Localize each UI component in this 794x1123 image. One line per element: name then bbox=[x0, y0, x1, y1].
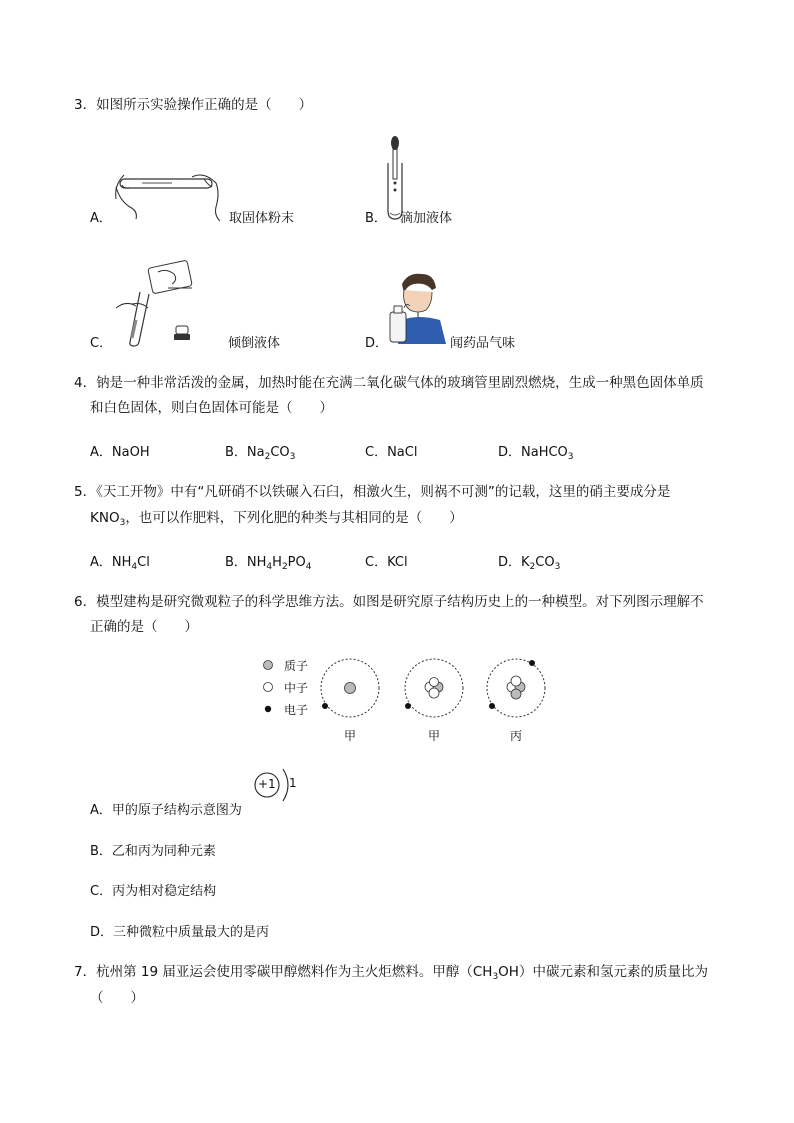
q6-legend-markers bbox=[262, 658, 276, 718]
q5-option-d: D．$K_2CO_3$ bbox=[498, 555, 561, 572]
proton-marker bbox=[264, 661, 273, 670]
q4-option-a: A．NaOH bbox=[90, 445, 150, 460]
q5-stem-line2: $KNO_3$，也可以作肥料，下列化肥的种类与其相同的是（ ） bbox=[90, 510, 463, 528]
q3-option-c-caption: 倾倒液体 bbox=[228, 336, 281, 351]
q4-stem-line2: 和白色固体，则白色固体可能是（ ） bbox=[90, 400, 333, 416]
q5-option-a: A．$NH_4Cl$ bbox=[90, 555, 150, 572]
q6-atom-label-3: 丙 bbox=[510, 729, 523, 743]
q4-option-b: B．$Na_2CO_3$ bbox=[225, 445, 296, 462]
atom-jia-2 bbox=[405, 659, 463, 717]
q7-stem-line2: （ ） bbox=[90, 990, 144, 1006]
q6-option-c: C．丙为相对稳定结构 bbox=[90, 884, 217, 899]
q3-option-b-caption: 滴加液体 bbox=[400, 211, 453, 226]
neutron-marker bbox=[264, 683, 273, 692]
q6-atom-models bbox=[318, 656, 558, 726]
q6-atom-label-2: 甲 bbox=[428, 729, 441, 743]
q6-stem-line1: 6．模型建构是研究微观粒子的科学思维方法。如图是研究原子结构历史上的一种模型。对下列图示理解不 bbox=[74, 594, 704, 610]
q6-option-a-nucleus-charge: +1 bbox=[258, 777, 276, 791]
q4-stem-line1: 4．钠是一种非常活泼的金属，加热时能在充满二氧化碳气体的玻璃管里剧烈燃烧，生成一种黑色固体单质 bbox=[74, 375, 704, 391]
q5-option-c: C．KCl bbox=[365, 555, 408, 570]
q3-option-c-letter: C． bbox=[90, 336, 113, 351]
q6-option-d: D．三种微粒中质量最大的是丙 bbox=[90, 925, 270, 940]
q6-option-a: A．甲的原子结构示意图为 bbox=[90, 803, 242, 818]
q6-legend-electron: 电子 bbox=[284, 703, 309, 717]
q3-option-d-letter: D． bbox=[365, 336, 389, 351]
q4-option-c: C．NaCl bbox=[365, 445, 418, 460]
q5-option-b: B．$NH_4H_2PO_4$ bbox=[225, 555, 312, 572]
q3-option-b-letter: B． bbox=[365, 211, 387, 226]
q6-legend-neutron: 中子 bbox=[284, 681, 309, 695]
q3-option-a-letter: A． bbox=[90, 211, 112, 226]
electron-marker bbox=[265, 706, 271, 712]
q3-stem: 3．如图所示实验操作正确的是（ ） bbox=[74, 97, 313, 113]
q3-option-a-image bbox=[112, 165, 232, 225]
q7-stem-line1: 7．杭州第 19 届亚运会使用零碳甲醇燃料作为主火炬燃料。甲醇$(CH_3OH)$中碳元素和氢元素的质量比为 bbox=[74, 964, 708, 982]
q4-option-d: D．NaHCO$_3$ bbox=[498, 445, 574, 462]
q3-option-c-image bbox=[112, 258, 202, 348]
q6-stem-line2: 正确的是（ ） bbox=[90, 619, 198, 635]
q6-option-a-electron-count: 1 bbox=[289, 776, 297, 790]
q3-option-a-caption: 取固体粉末 bbox=[229, 211, 295, 226]
atom-jia-1 bbox=[321, 659, 379, 717]
q5-stem-line1: 5．《天工开物》中有“凡研硝不以铁碾入石臼，相激火生，则祸不可测”的记载，这里的硝主要成分是 bbox=[74, 484, 671, 500]
q6-atom-label-1: 甲 bbox=[344, 729, 357, 743]
atom-bing bbox=[487, 659, 545, 717]
q3-option-d-image bbox=[388, 270, 450, 346]
q6-option-b: B．乙和丙为同种元素 bbox=[90, 844, 216, 859]
q6-legend-proton: 质子 bbox=[284, 659, 309, 673]
q3-option-d-caption: 闻药品气味 bbox=[450, 336, 516, 351]
